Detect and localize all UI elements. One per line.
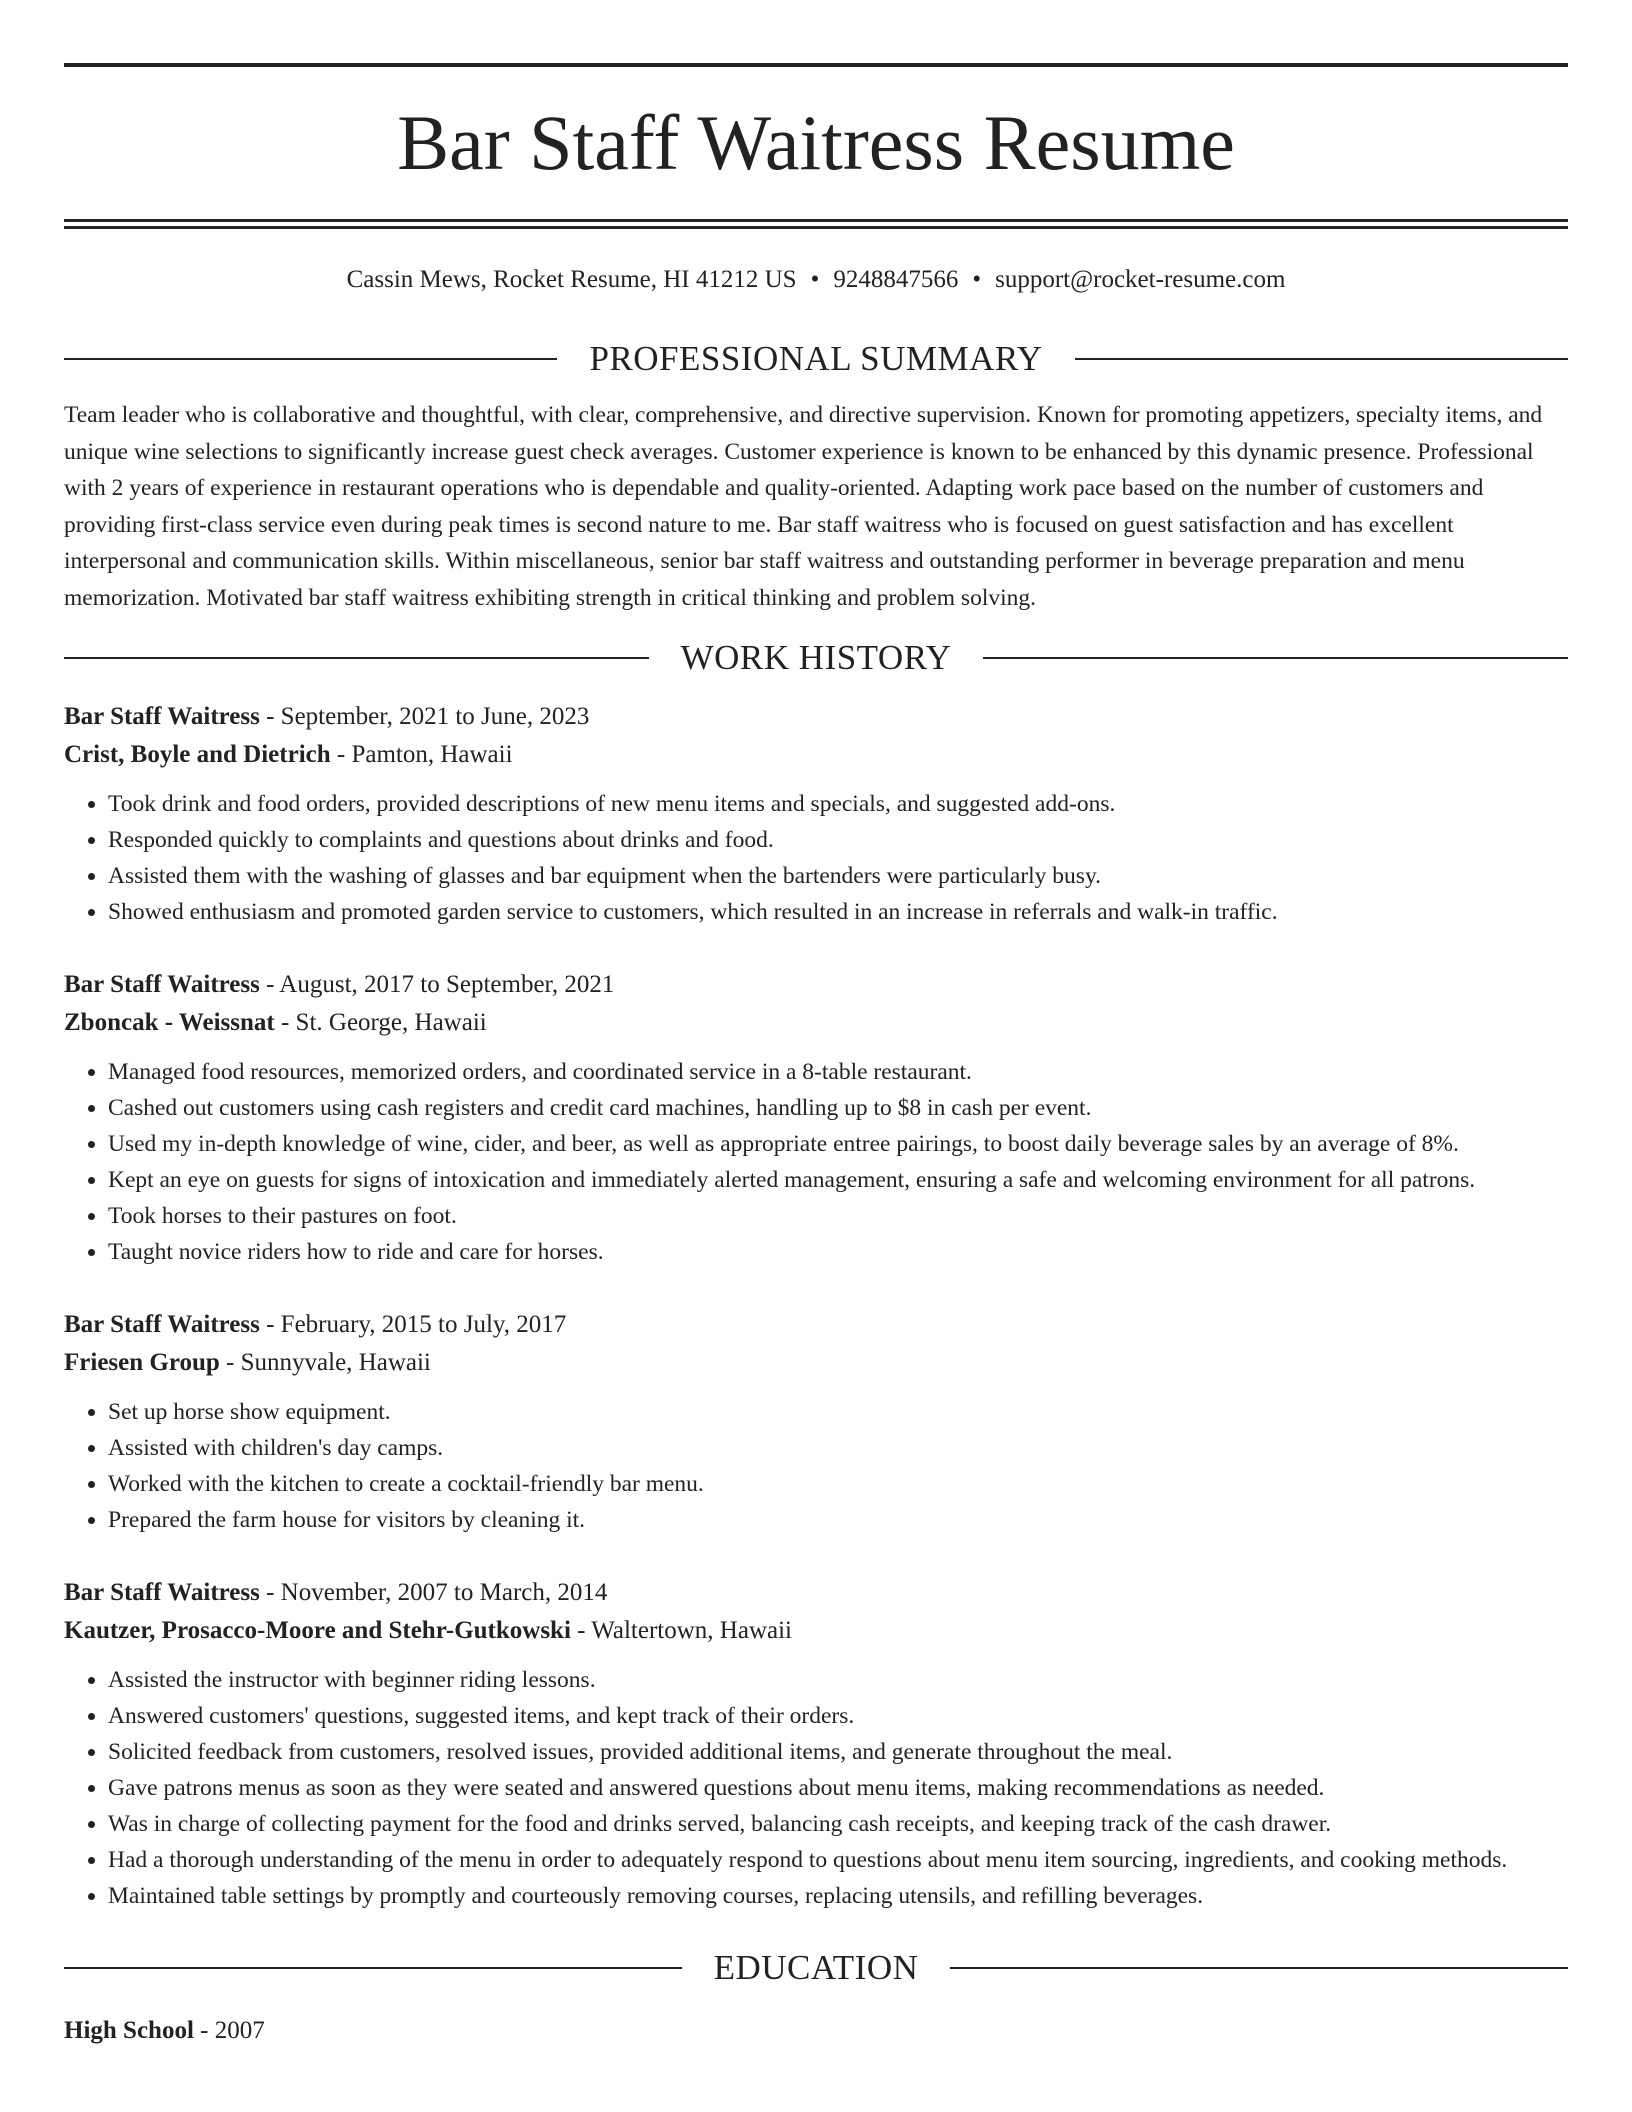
contact-separator: • bbox=[810, 266, 820, 293]
job-company-line bbox=[64, 1344, 1568, 1382]
job-company: Friesen Group bbox=[64, 1349, 220, 1376]
heading-rule-right bbox=[983, 657, 1568, 659]
title-double-rule bbox=[64, 219, 1568, 229]
work-history-list bbox=[64, 698, 1568, 1914]
job-entry bbox=[64, 966, 1568, 1270]
contact-email: support@rocket-resume.com bbox=[995, 266, 1286, 293]
job-duty-item: • Had a thorough understanding of the menu in order to adequately respond to questions about menu item sourcing, ingredients, and cooking methods. bbox=[108, 1842, 1568, 1878]
education-year: - 2007 bbox=[193, 2017, 265, 2044]
job-duties-list bbox=[64, 1394, 1568, 1538]
job-title-line bbox=[64, 1306, 1568, 1344]
job-entry bbox=[64, 1306, 1568, 1538]
job-duty-item: • Solicited feedback from customers, resolved issues, provided additional items, and generate throughout the meal. bbox=[108, 1734, 1568, 1770]
heading-rule-left bbox=[64, 657, 649, 659]
heading-rule-right bbox=[950, 1967, 1568, 1969]
job-company-line bbox=[64, 736, 1568, 774]
job-company: Kautzer, Prosacco-Moore and Stehr-Gutkowski bbox=[64, 1617, 571, 1644]
job-location: - Pamton, Hawaii bbox=[330, 741, 513, 768]
job-duty-item: • Prepared the farm house for visitors by cleaning it. bbox=[108, 1502, 1568, 1538]
education-section-heading bbox=[64, 1946, 1568, 1990]
job-dates: - September, 2021 to June, 2023 bbox=[259, 703, 590, 730]
resume-page bbox=[64, 0, 1568, 2050]
job-company-line bbox=[64, 1004, 1568, 1042]
job-duty-item: • Was in charge of collecting payment for the food and drinks served, balancing cash receipts, and keeping track of the cash drawer. bbox=[108, 1806, 1568, 1842]
job-duty-item: • Took drink and food orders, provided descriptions of new menu items and specials, and suggested add-ons. bbox=[108, 786, 1568, 822]
professional-summary-text: Team leader who is collaborative and thoughtful, with clear, comprehensive, and directive supervision. Known for promoting appetizers, specialty items, and unique wine selections to significantly increase guest check averages. Customer experience is known to be enhanced by this dynamic presence. Professional with 2 years of experience in restaurant operations who is dependable and quality-oriented. Adapting work pace based on the number of customers and providing first-class service even during peak times is second nature to me. Bar staff waitress who is focused on guest satisfaction and has excellent interpersonal and communication skills. Within miscellaneous, senior bar staff waitress and outstanding performer in beverage preparation and menu memorization. Motivated bar staff waitress exhibiting strength in critical thinking and problem solving. bbox=[64, 402, 1543, 611]
job-title: Bar Staff Waitress bbox=[64, 971, 260, 998]
job-duties-list bbox=[64, 786, 1568, 930]
job-duty-item: • Cashed out customers using cash registers and credit card machines, handling up to $8 in cash per event. bbox=[108, 1090, 1568, 1126]
job-dates: - February, 2015 to July, 2017 bbox=[259, 1311, 567, 1338]
job-company: Crist, Boyle and Dietrich bbox=[64, 741, 331, 768]
job-entry bbox=[64, 1574, 1568, 1914]
heading-rule-left bbox=[64, 358, 557, 360]
job-title-line bbox=[64, 966, 1568, 1004]
job-title-line bbox=[64, 698, 1568, 736]
contact-line bbox=[64, 263, 1568, 297]
job-duty-item: • Managed food resources, memorized orders, and coordinated service in a 8-table restaurant. bbox=[108, 1054, 1568, 1090]
job-location: - Sunnyvale, Hawaii bbox=[219, 1349, 431, 1376]
job-duty-item: • Maintained table settings by promptly and courteously removing courses, replacing utensils, and refilling beverages. bbox=[108, 1878, 1568, 1914]
education-entry bbox=[64, 2012, 1568, 2050]
heading-rule-right bbox=[1075, 358, 1568, 360]
job-duties-list bbox=[64, 1054, 1568, 1270]
job-title: Bar Staff Waitress bbox=[64, 1311, 260, 1338]
contact-separator: • bbox=[972, 266, 982, 293]
job-duty-item: • Taught novice riders how to ride and care for horses. bbox=[108, 1234, 1568, 1270]
top-rule bbox=[64, 63, 1568, 67]
job-company: Zboncak - Weissnat bbox=[64, 1009, 275, 1036]
education-heading-label: EDUCATION bbox=[713, 1948, 919, 1987]
summary-heading-label: PROFESSIONAL SUMMARY bbox=[589, 339, 1043, 378]
job-title: Bar Staff Waitress bbox=[64, 1579, 260, 1606]
job-duty-item: • Used my in-depth knowledge of wine, cider, and beer, as well as appropriate entree pairings, to boost daily beverage sales by an average of 8%. bbox=[108, 1126, 1568, 1162]
job-duty-item: • Worked with the kitchen to create a cocktail-friendly bar menu. bbox=[108, 1466, 1568, 1502]
job-duty-item: • Kept an eye on guests for signs of intoxication and immediately alerted management, ensuring a safe and welcoming environment for all patrons. bbox=[108, 1162, 1568, 1198]
contact-address: Cassin Mews, Rocket Resume, HI 41212 US bbox=[346, 266, 797, 293]
summary-section-heading bbox=[64, 337, 1568, 381]
job-location: - Waltertown, Hawaii bbox=[570, 1617, 792, 1644]
job-entry bbox=[64, 698, 1568, 930]
resume-title: Bar Staff Waitress Resume bbox=[397, 99, 1235, 186]
heading-rule-left bbox=[64, 1967, 682, 1969]
job-title-line bbox=[64, 1574, 1568, 1612]
job-location: - St. George, Hawaii bbox=[274, 1009, 487, 1036]
job-duty-item: • Took horses to their pastures on foot. bbox=[108, 1198, 1568, 1234]
job-company-line bbox=[64, 1612, 1568, 1650]
job-duty-item: • Gave patrons menus as soon as they were seated and answered questions about menu items, making recommendations as needed. bbox=[108, 1770, 1568, 1806]
education-degree: High School bbox=[64, 2017, 194, 2044]
job-title: Bar Staff Waitress bbox=[64, 703, 260, 730]
job-duty-item: • Answered customers' questions, suggested items, and kept track of their orders. bbox=[108, 1698, 1568, 1734]
job-duty-item: • Responded quickly to complaints and questions about drinks and food. bbox=[108, 822, 1568, 858]
job-dates: - November, 2007 to March, 2014 bbox=[259, 1579, 608, 1606]
job-duty-item: • Assisted the instructor with beginner riding lessons. bbox=[108, 1662, 1568, 1698]
work-history-section-heading bbox=[64, 636, 1568, 680]
job-duty-item: • Set up horse show equipment. bbox=[108, 1394, 1568, 1430]
contact-phone: 9248847566 bbox=[833, 266, 959, 293]
work-heading-label: WORK HISTORY bbox=[680, 638, 952, 677]
job-duties-list bbox=[64, 1662, 1568, 1914]
job-duty-item: • Showed enthusiasm and promoted garden service to customers, which resulted in an increase in referrals and walk-in traffic. bbox=[108, 894, 1568, 930]
job-duty-item: • Assisted with children's day camps. bbox=[108, 1430, 1568, 1466]
job-dates: - August, 2017 to September, 2021 bbox=[259, 971, 615, 998]
job-duty-item: • Assisted them with the washing of glasses and bar equipment when the bartenders were particularly busy. bbox=[108, 858, 1568, 894]
